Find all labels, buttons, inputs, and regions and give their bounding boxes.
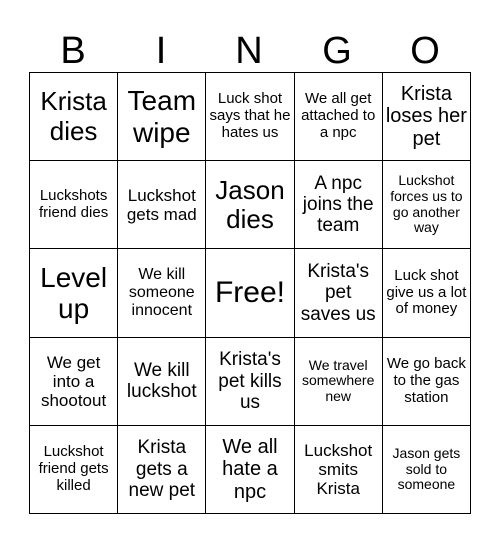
bingo-cell-text: We kill luckshot [126, 359, 197, 403]
bingo-cell-r1-c3[interactable] [206, 73, 294, 161]
bingo-cell-text: Luckshot smits Krista [304, 440, 373, 498]
bingo-cell-text: Jason gets sold to someone [392, 444, 461, 493]
bingo-cell-text: Luckshot gets mad [126, 185, 197, 224]
bingo-cell-text: Luck shot says that he hates us [209, 90, 291, 141]
bingo-cell-r5-c1[interactable] [30, 426, 118, 514]
bingo-cell-text: Luckshot friend gets killed [38, 443, 109, 494]
bingo-cell-text: Luck shot give us a lot of money [386, 266, 467, 318]
header-letter-g: G [322, 30, 352, 72]
bingo-cell-r5-c5[interactable] [383, 426, 471, 514]
bingo-cell-text: Free! [214, 276, 285, 310]
bingo-cell-r5-c4[interactable] [295, 426, 383, 514]
header-letter-o: O [410, 30, 440, 72]
bingo-cell-text: Luckshot forces us to go another way [390, 172, 463, 236]
bingo-cell-r3-c4[interactable] [295, 249, 383, 337]
bingo-cell-r2-c2[interactable] [118, 161, 206, 249]
bingo-cell-text: Krista's pet saves us [300, 261, 376, 325]
bingo-cell-r1-c2[interactable] [118, 73, 206, 161]
bingo-cell-r1-c4[interactable] [295, 73, 383, 161]
bingo-cell-text: Krista dies [40, 86, 107, 146]
bingo-cell-r2-c1[interactable] [30, 161, 118, 249]
bingo-cell-text: We get into a shootout [40, 352, 107, 410]
bingo-cell-r4-c4[interactable] [295, 338, 383, 426]
bingo-cell-text: A npc joins the team [302, 172, 374, 237]
bingo-cell-r4-c5[interactable] [383, 338, 471, 426]
bingo-cell-text: Krista gets a new pet [128, 437, 196, 502]
bingo-cell-r4-c2[interactable] [118, 338, 206, 426]
bingo-cell-text: We all get attached to a npc [301, 90, 376, 141]
bingo-cell-text: We travel somewhere new [302, 356, 375, 405]
bingo-cell-r2-c5[interactable] [383, 161, 471, 249]
bingo-cell-text: Krista loses her pet [385, 83, 467, 150]
bingo-cell-text: We all hate a npc [222, 435, 278, 503]
bingo-cell-text: Team wipe [127, 85, 197, 148]
bingo-cell-r3-c5[interactable] [383, 249, 471, 337]
header-letter-b: B [60, 30, 86, 72]
bingo-cell-r5-c3[interactable] [206, 426, 294, 514]
bingo-cell-r3-c1[interactable] [30, 249, 118, 337]
bingo-cell-text: We go back to the gas station [386, 354, 466, 406]
bingo-cell-r2-c3[interactable] [206, 161, 294, 249]
bingo-cell-r3-c3[interactable] [206, 249, 294, 337]
bingo-cell-r2-c4[interactable] [295, 161, 383, 249]
bingo-cell-text: Luckshots friend dies [38, 186, 109, 221]
bingo-cell-r4-c3[interactable] [206, 338, 294, 426]
bingo-cell-r1-c1[interactable] [30, 73, 118, 161]
bingo-cell-r4-c1[interactable] [30, 338, 118, 426]
header-letter-n: N [235, 30, 263, 72]
header-letter-i: I [155, 30, 167, 72]
bingo-cell-text: Level up [40, 261, 108, 324]
bingo-cell-r3-c2[interactable] [118, 249, 206, 337]
bingo-grid [29, 72, 471, 514]
bingo-cell-text: Jason dies [215, 174, 285, 234]
bingo-cell-r5-c2[interactable] [118, 426, 206, 514]
bingo-cell-text: Krista's pet kills us [218, 349, 282, 413]
bingo-cell-r1-c5[interactable] [383, 73, 471, 161]
bingo-cell-text: We kill someone innocent [128, 266, 195, 319]
bingo-header [29, 30, 471, 72]
